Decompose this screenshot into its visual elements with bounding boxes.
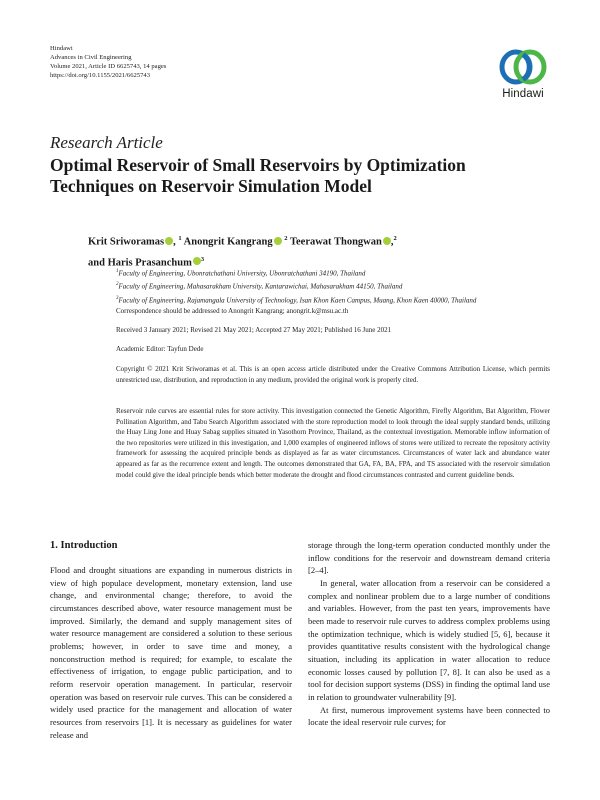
section-heading: 1. Introduction	[50, 540, 118, 551]
academic-editor: Academic Editor: Tayfun Dede	[116, 345, 204, 353]
author-name: Haris Prasanchum	[107, 257, 192, 268]
volume-line: Volume 2021, Article ID 6625743, 14 pages	[50, 63, 167, 70]
publisher-name: Hindawi	[50, 45, 73, 52]
affiliation: $^3$Faculty of Engineering, Rajamangala University of Technology, Isan Khon Kaen Campus, Muang, Khon Kaen 40000, Thailand	[116, 295, 477, 304]
left-column	[50, 539, 292, 741]
orcid-icon[interactable]	[165, 237, 173, 245]
author-name: Krit Sriworamas	[88, 236, 165, 248]
copyright-notice: Copyright © 2021 Krit Sriworamas et al. This is an open access article distributed under the Creative Commons Attribution License, which permits unrestricted use, distribution, and reproduction in any medium, provided the original work is properly cited.	[116, 365, 550, 384]
hindawi-rings-icon	[498, 48, 548, 86]
author-conjunction: and	[88, 257, 108, 268]
journal-info	[50, 44, 166, 80]
author-name: Teerawat Thongwan	[289, 236, 382, 248]
author-name: Anongrit Kangrang	[183, 236, 273, 248]
orcid-icon[interactable]	[274, 237, 282, 245]
journal-name: Advances in Civil Engineering	[50, 54, 132, 61]
orcid-icon[interactable]	[383, 237, 391, 245]
affiliation: $^2$Faculty of Engineering, Mahasarakham University, Kantarawichai, Mahasarakham 44150, Thailand	[116, 282, 403, 291]
abstract: Reservoir rule curves are essential rules for store activity. This investigation connected the Genetic Algorithm, Firefly Algorithm, Bat Algorithm, Flower Pollination Algorithm, and Tabu Search Algorithm associated with the store reproduction model to look through the ideal supply standard bends, utilizing the Huay Ling Jone and Huay Sabag supplies situated in Yasothorn Province, Thailand, as the contextual investigation. Memorable inflow information of the two repositories were utilized in this investigation, and 1,000 examples of engineered inflows of stores were utilized to recreate the repository activity framework for assessing the acquired principle bends as displayed as far as water circumstances. Circumstances of water lack and abundance water appeared as far as the recurrence extent and length. The outcomes demonstrated that GA, FA, BA, FPA, and TS associated with the reservoir simulation model could give the ideal principle bends which better moderate the drought and flood circumstances contrasted and current guideline bends.	[116, 407, 550, 479]
article-type: Research Article	[50, 133, 163, 152]
publication-dates: Received 3 January 2021; Revised 21 May 2021; Accepted 27 May 2021; Published 16 June 2021	[116, 326, 392, 334]
right-column	[308, 539, 550, 729]
paragraph: At first, numerous improvement systems have been connected to locate the ideal reservoir rule curves; for	[308, 704, 550, 728]
correspondence: Correspondence should be addressed to Anongrit Kangrang; anongrit.k@msu.ac.th	[116, 307, 349, 315]
paragraph: In general, water allocation from a reservoir can be considered a complex and nonlinear problem due to a large number of conditions and variables. However, from the past ten years, improvements have been made to reservoir rule curves to address complex problems using the optimization technique, which is widely studied [5, 6], because it provides quantitative results consistent with the hydrological change situation, including its application in water allocation to reduce economic losses caused by pollution [7, 8]. It can also be used as a tool for decision support systems (DSS) in finding the optimal land use in relation to groundwater vulnerability [9].	[308, 577, 550, 702]
logo-text: Hindawi	[502, 88, 544, 100]
paper-title: Optimal Reservoir of Small Reservoirs by Optimization Techniques on Reservoir Simulation Model	[50, 155, 466, 196]
orcid-icon[interactable]	[193, 257, 201, 265]
affiliations	[116, 266, 476, 306]
paragraph: Flood and drought situations are expanding in numerous districts in view of high populace development, monetary extension, land use change, and environmental change; therefore, to avoid the circumstances described above, water resource management must be improved. Similarly, the demand and supply management sites of water resource management are considered a solution to these serious problems; however, in order to save time and money, a nonconstruction method is required; for example, to escalate the effectiveness of irrigation, to engage public participation, and to reform reservoir operation management. In particular, reservoir operation was based on reservoir rule curves. This can be considered a widely used practice for the management and allocation of water resources from reservoirs [1]. It is necessary as guidelines for water release and	[50, 565, 292, 740]
affiliation: $^1$Faculty of Engineering, Ubonratchathani University, Ubonratchathani 34190, Thailand	[116, 269, 366, 278]
paragraph: storage through the long-term operation conducted monthly under the inflow conditions for the reservoir and downstream demand criteria [2–4].	[308, 540, 550, 576]
author-list: Krit Sriworamas , $^1$ Anongrit Kangrang $^2$ Teerawat Thongwan ,$^2$ and Haris Prasanchum $^3$	[88, 235, 397, 268]
hindawi-logo	[494, 48, 552, 106]
doi-link[interactable]: https://doi.org/10.1155/2021/6625743	[50, 72, 151, 79]
